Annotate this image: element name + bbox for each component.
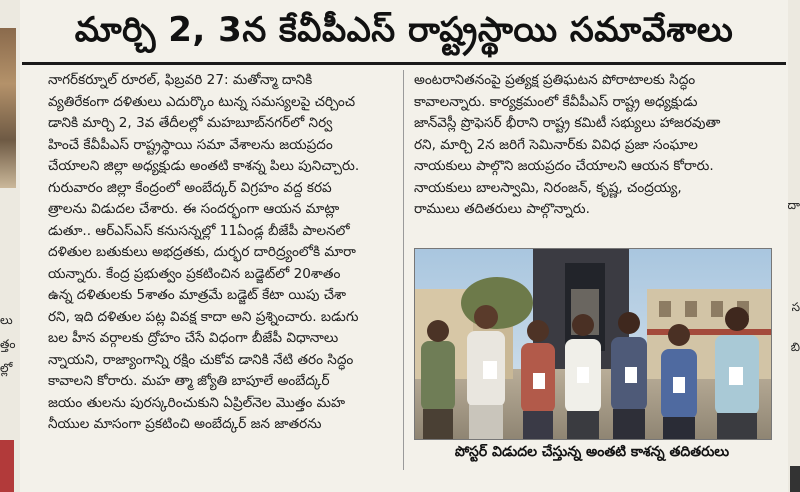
edge-text-fragment: స <box>791 300 800 314</box>
adjacent-article-right-edge <box>788 0 800 492</box>
adjacent-article-left-edge <box>0 0 20 492</box>
body-line: యన్నారు. కేంద్ర ప్రభుత్వం ప్రకటించిన బడ్జెట్‌లో 20శాతం <box>48 265 341 282</box>
body-line: త్రాలను విడుదల చేశారు. ఈ సందర్భంగా ఆయన మాట్లా <box>48 201 340 217</box>
body-line: రాములు తదితరులు పాల్గొన్నారు. <box>414 201 590 217</box>
body-line: న్నాయని, రాజ్యాంగాన్ని రక్షిం చుకోవ డానికి నేటి తరం సిద్ధం <box>48 351 354 368</box>
body-line: బల హీన వర్గాలకు ద్రోహం చేసే విధంగా బీజేపీ విధానాలు <box>48 330 339 346</box>
edge-text-fragment: బి <box>790 340 800 354</box>
body-line: వ్యతిరేకంగా దళితులు ఎదుర్కొం టున్న సమస్యలపై చర్చించ <box>48 93 356 110</box>
body-line: హించే కేవీపీఎస్ రాష్ట్రస్థాయి సమా వేశాలను జయప్రదం <box>48 136 333 153</box>
body-line: జయం తులను పురస్కరించుకుని ఏప్రిల్‌నెల మొత్తం మహ <box>48 394 346 411</box>
news-photo <box>414 248 772 440</box>
edge-text-fragment: లు <box>0 313 13 327</box>
article-body-right-column <box>414 70 776 221</box>
body-line: డానికి మార్చి 2, 3వ తేదీలల్లో మహబూబ్‌నగర్‌లో నిర్వ <box>48 115 333 131</box>
body-line: గురువారం జిల్లా కేంద్రంలో అంబేద్కర్ విగ్రహం వద్ద కరప <box>48 179 332 196</box>
body-line: కావాలని కోరారు. మహ త్మా జ్యోతి బాపూలే అంబేద్కర్ <box>48 373 330 389</box>
news-photo-illustration <box>415 249 771 439</box>
adjacent-image-fragment <box>790 466 800 492</box>
body-line: చేయాలని జిల్లా అధ్యక్షుడు అంతటి కాశన్న పిలు పునిచ్చారు. <box>48 158 360 174</box>
edge-text-fragment: ల్లో <box>0 361 13 375</box>
article-body-left-column <box>48 70 396 436</box>
adjacent-photo-fragment <box>0 28 16 188</box>
edge-text-fragment: దా <box>787 198 800 212</box>
body-line: రని, మార్చి 2న జరిగే సెమినార్‌కు వివిధ ప్రజా సంఘాల <box>414 136 698 153</box>
body-line: డుతూ.. ఆర్ఎస్ఎస్ కనుసన్నల్లో 11ఏండ్ల బీజేపీ పాలనలో <box>48 222 350 239</box>
body-line: దళితుల బతుకులు అభద్రతకు, దుర్భర దారిద్ర్యంలోకి మారా <box>48 244 356 260</box>
edge-text-fragment: త్తం <box>0 337 16 351</box>
article-headline: మార్చి 2, 3న కేవీపీఎస్ రాష్ట్రస్థాయి సమావేశాలు <box>74 10 734 50</box>
body-line: రని, ఇది దళితుల పట్ల వివక్ష కాదా అని ప్రశ్నించారు. బడుగు <box>48 308 359 325</box>
body-line: నాయకులు పాల్గొని జయప్రదం చేయాలని ఆయన కోరారు. <box>414 158 714 174</box>
adjacent-image-fragment <box>0 440 14 492</box>
body-line: నీయుల మాసంగా ప్రకటించి అంబేద్కర్ జన జాతరను <box>48 416 322 432</box>
body-line: జాన్‌వెస్లీ ప్రొఫెసర్ భీరాని రాష్ట్ర కమిటీ సభ్యులు హాజరవుతా <box>414 115 721 131</box>
headline-block <box>22 2 786 65</box>
column-divider <box>403 70 404 470</box>
body-line: నాయకులు బాలస్వామి, నిరంజన్, కృష్ణ, చంద్రయ్య, <box>414 179 682 196</box>
body-line: నాగర్‌కర్నూల్ రూరల్, ఫిబ్రవరి 27: మతోన్మా దానికి <box>48 72 313 88</box>
photo-caption: పోస్టర్ విడుదల చేస్తున్న అంతటి కాశన్న తదితరులు <box>454 444 730 460</box>
body-line: అంటరానితనంపై ప్రత్యక్ష ప్రతిఘటన పోరాటాలకు సిద్ధం <box>414 72 696 88</box>
body-line: కావాలన్నారు. కార్యక్రమంలో కేవీపీఎస్ రాష్ట్ర అధ్యక్షుడు <box>414 93 698 110</box>
body-line: ఉన్న దళితులకు 5శాతం మాత్రమే బడ్జెట్ కేటా యిపు చేశా <box>48 287 347 303</box>
